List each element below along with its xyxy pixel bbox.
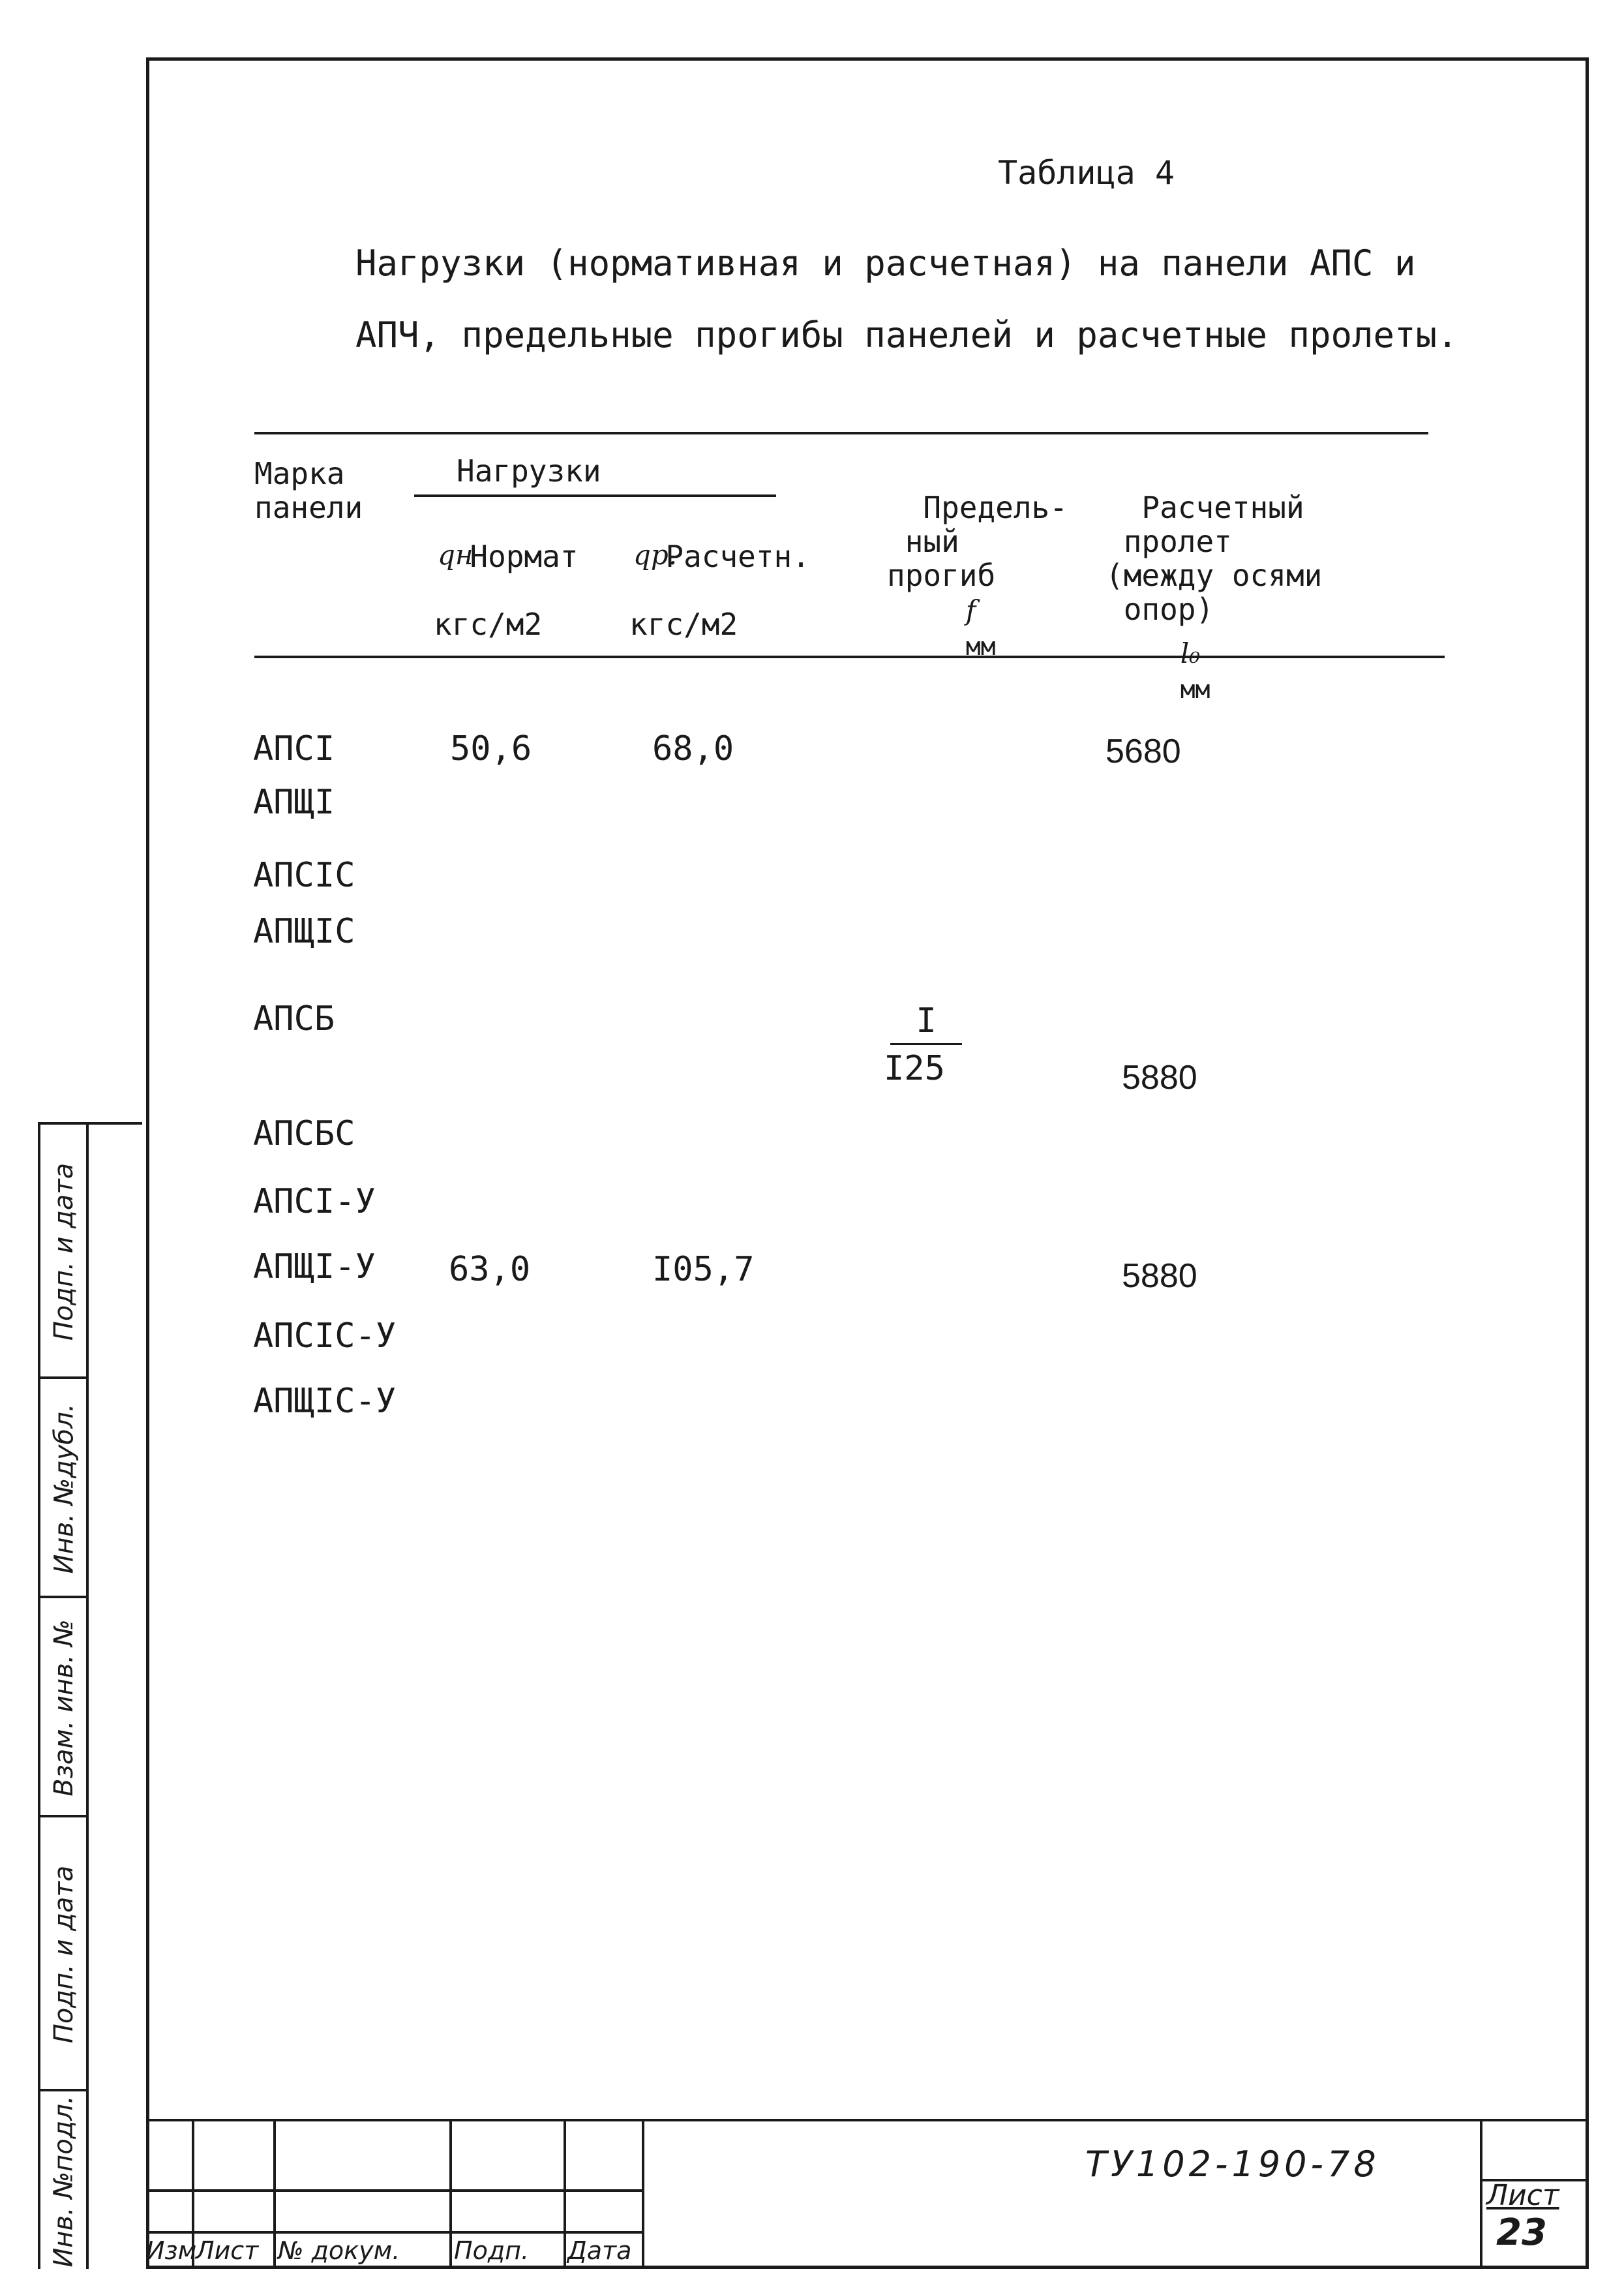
col-signature: Подп.	[454, 2236, 530, 2265]
side-stamp-label: Инв. №подл.	[49, 2095, 79, 2268]
table-number: Таблица 4	[998, 154, 1175, 192]
col-date: Дата	[567, 2236, 632, 2265]
header-calculated-symbol: qр.	[633, 539, 678, 571]
title-block-top-rule	[146, 2119, 1589, 2121]
header-loads: Нагрузки	[457, 453, 601, 489]
header-span	[1105, 457, 1323, 704]
title-block-col-rule	[564, 2119, 566, 2269]
side-stamp-label: Инв. №дубл.	[49, 1403, 79, 1574]
row-normative: 63,0	[449, 1250, 531, 1289]
row-mark: АПСIС	[253, 856, 355, 895]
header-calculated	[629, 506, 810, 675]
table-header-rule	[254, 656, 1445, 658]
col-change: Изм	[146, 2236, 197, 2265]
title-block-col-rule	[273, 2119, 276, 2269]
row-normative: 50,6	[450, 729, 532, 768]
header-deflection-unit: мм	[965, 632, 996, 661]
table-caption-line-1: Нагрузки (нормативная и расчетная) на панели АПС и	[355, 243, 1416, 284]
side-stamp-label: Взам. инв. №	[49, 1619, 79, 1797]
deflection-denominator: I25	[884, 1049, 945, 1088]
sheet-number: 23	[1496, 2211, 1547, 2254]
row-span: 5680	[1105, 733, 1181, 770]
row-mark: АПЩI	[253, 783, 335, 822]
header-span-symbol: l₀	[1180, 637, 1201, 669]
row-calculated: 68,0	[652, 729, 734, 768]
header-span-unit-group	[1108, 601, 1210, 740]
row-mark: АПСIС-У	[253, 1316, 397, 1356]
header-span-text: Расчетный пролет (между осями опор)	[1105, 490, 1323, 627]
header-deflection-symbol: f	[965, 594, 976, 626]
sheet-label: Лист	[1486, 2179, 1559, 2212]
row-span: 5880	[1122, 1257, 1197, 1295]
middle-span: 5880	[1122, 1059, 1197, 1097]
document-code: ТУ102-190-78	[1085, 2144, 1380, 2185]
side-stamp-label: Подп. и дата	[49, 1865, 80, 2044]
row-mark: АПСI	[253, 729, 335, 768]
title-block-row-rule	[146, 2189, 642, 2192]
row-mark: АПСБ	[253, 999, 335, 1039]
col-sheet: Лист	[196, 2236, 259, 2265]
row-mark: АПЩIС-У	[253, 1382, 397, 1421]
header-normative	[434, 506, 579, 675]
title-block-col-rule	[449, 2119, 452, 2269]
header-calculated-text: Расчетн. кгс/м2	[629, 539, 810, 642]
row-mark: АПСI-У	[253, 1182, 376, 1221]
deflection-fraction	[884, 1001, 969, 1088]
table-caption-line-2: АПЧ, предельные прогибы панелей и расчетные пролеты.	[355, 314, 1458, 356]
col-document: № докум.	[278, 2236, 400, 2265]
row-calculated: I05,7	[652, 1250, 755, 1289]
title-block-col-rule	[1480, 2119, 1482, 2269]
page-frame	[146, 57, 1589, 2269]
title-block	[146, 2119, 1589, 2269]
side-stamp-divider	[86, 1125, 89, 2269]
title-block-row-rule	[146, 2231, 642, 2234]
header-normative-text: Нормат кгс/м2	[434, 539, 579, 642]
deflection-numerator: I	[890, 1001, 962, 1045]
row-mark: АПЩIС	[253, 912, 355, 951]
side-stamp-label: Подп. и дата	[49, 1162, 80, 1341]
row-mark: АПЩI-У	[253, 1247, 376, 1286]
title-block-col-rule	[642, 2119, 644, 2269]
header-mark: Марка панели	[254, 456, 363, 525]
header-deflection-unit-group	[894, 558, 996, 697]
table-top-rule	[254, 432, 1428, 434]
header-normative-symbol: qн	[438, 539, 474, 571]
header-span-unit: мм	[1180, 675, 1210, 704]
header-deflection-text: Предель- ный прогиб	[887, 490, 1068, 593]
side-stamp	[38, 1122, 142, 2269]
header-deflection	[887, 457, 1068, 660]
row-mark: АПСБС	[253, 1114, 355, 1153]
loads-underline	[414, 494, 776, 497]
